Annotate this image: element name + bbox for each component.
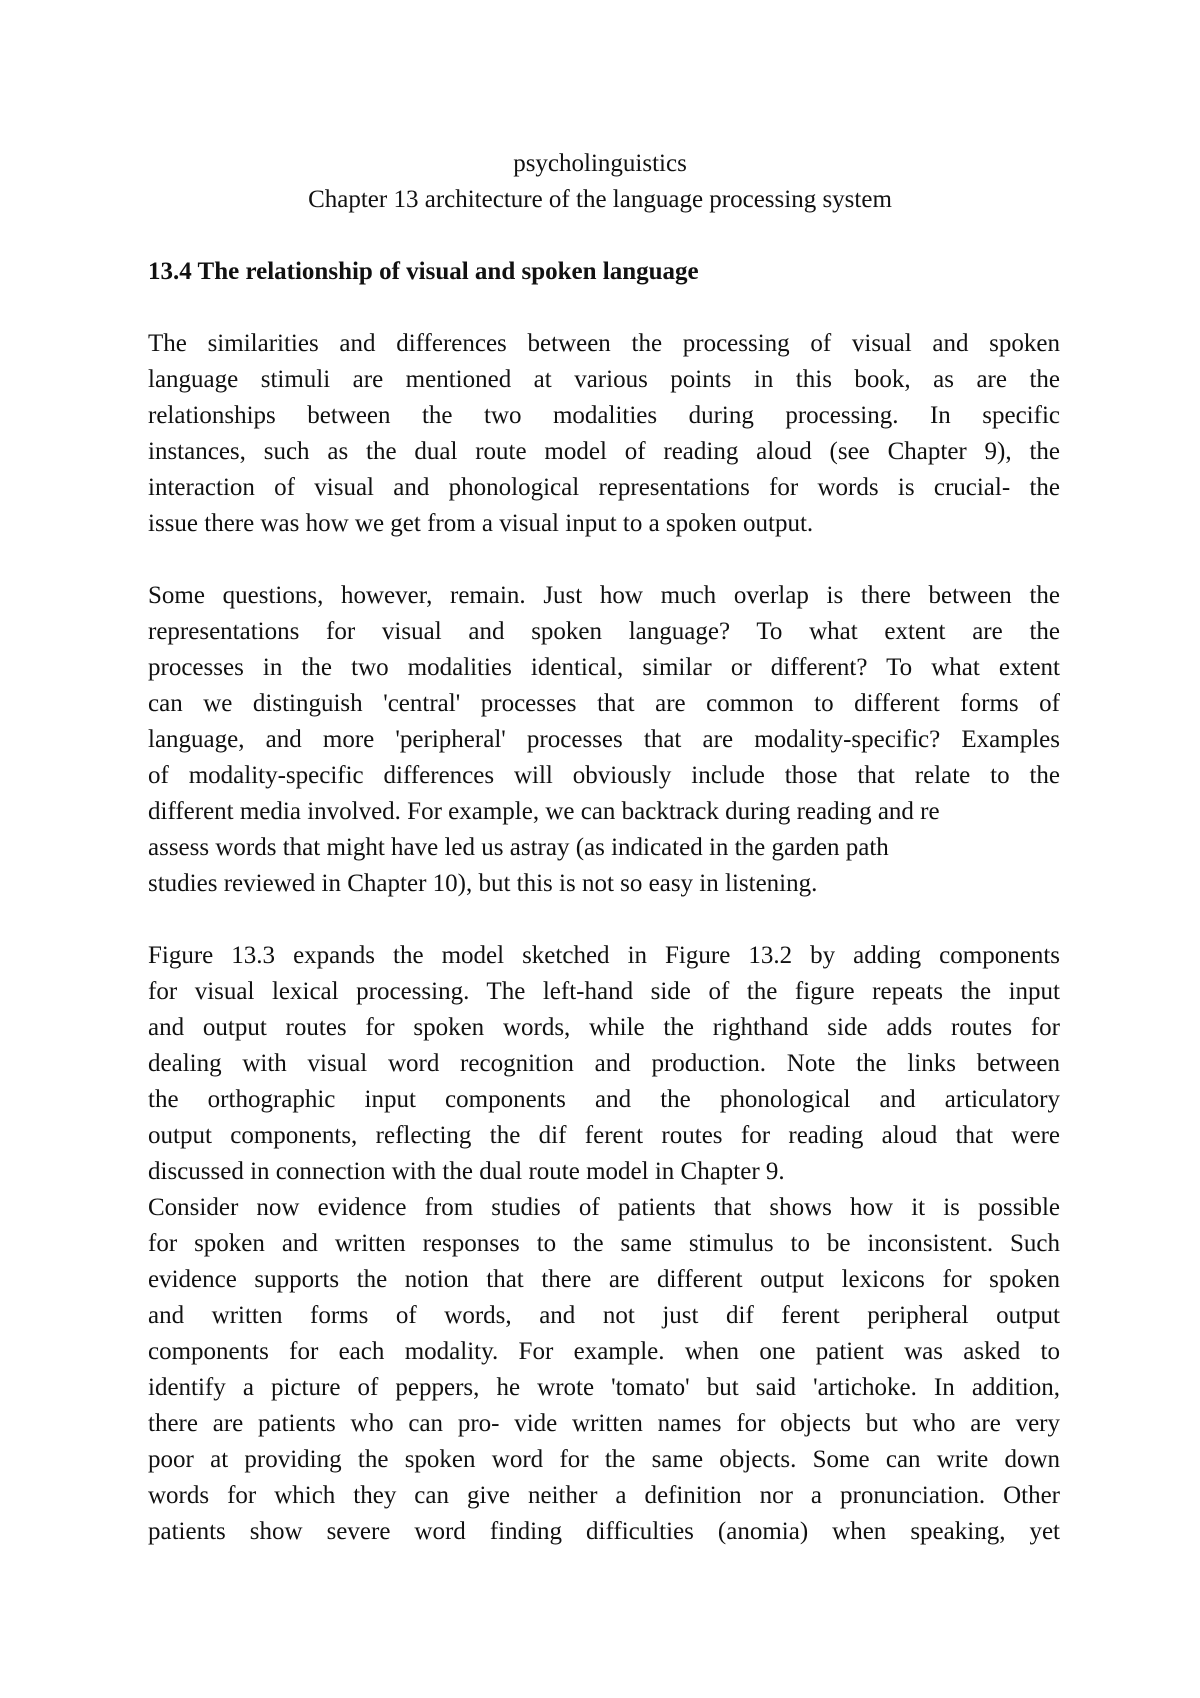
paragraph-line: output components, reflecting the dif ferent routes for reading aloud that were [148,1122,1060,1149]
section-heading: 13.4 The relationship of visual and spoken language [148,258,699,285]
paragraph-line: representations for visual and spoken language? To what extent are the [148,618,1060,645]
paragraph-line: interaction of visual and phonological representations for words is crucial- the [148,474,1060,501]
paragraph-3 [148,938,1060,1550]
paragraph-line: Figure 13.3 expands the model sketched in Figure 13.2 by adding components [148,942,1060,969]
paragraph-line: discussed in connection with the dual route model in Chapter 9. [148,1158,785,1185]
paragraph-line: The similarities and differences between the processing of visual and spoken [148,330,1060,357]
paragraph-line: patients show severe word finding difficulties (anomia) when speaking, yet [148,1518,1060,1545]
paragraph-line: studies reviewed in Chapter 10), but this is not so easy in listening. [148,870,818,897]
paragraph-line: and output routes for spoken words, while the righthand side adds routes for [148,1014,1060,1041]
paragraph-2 [148,578,1060,902]
paragraph-line: poor at providing the spoken word for the same objects. Some can write down [148,1446,1060,1473]
paragraph-line: for visual lexical processing. The left-hand side of the figure repeats the input [148,978,1060,1005]
paragraph-line: of modality-specific differences will obviously include those that relate to the [148,762,1060,789]
paragraph-line: and written forms of words, and not just dif ferent peripheral output [148,1302,1060,1329]
paragraph-line: evidence supports the notion that there are different output lexicons for spoken [148,1266,1060,1293]
paragraph-line: components for each modality. For example. when one patient was asked to [148,1338,1060,1365]
paragraph-line: for spoken and written responses to the same stimulus to be inconsistent. Such [148,1230,1060,1257]
paragraph-line: the orthographic input components and the phonological and articulatory [148,1086,1060,1113]
paragraph-line: language, and more 'peripheral' processes that are modality-specific? Examples [148,726,1060,753]
paragraph-line: Some questions, however, remain. Just how much overlap is there between the [148,582,1060,609]
paragraph-line: there are patients who can pro- vide written names for objects but who are very [148,1410,1060,1437]
course-title: psycholinguistics [513,150,687,177]
paragraph-line: processes in the two modalities identical, similar or different? To what extent [148,654,1060,681]
paragraph-line: identify a picture of peppers, he wrote 'tomato' but said 'artichoke. In addition, [148,1374,1060,1401]
paragraph-line: can we distinguish 'central' processes that are common to different forms of [148,690,1060,717]
chapter-title: Chapter 13 architecture of the language processing system [308,186,892,213]
paragraph-line: relationships between the two modalities during processing. In specific [148,402,1060,429]
paragraph-line: issue there was how we get from a visual input to a spoken output. [148,510,814,537]
paragraph-line: instances, such as the dual route model of reading aloud (see Chapter 9), the [148,438,1060,465]
paragraph-line: language stimuli are mentioned at various points in this book, as are the [148,366,1060,393]
paragraph-line: Consider now evidence from studies of patients that shows how it is possible [148,1194,1060,1221]
paragraph-1 [148,326,1060,542]
paragraph-line: words for which they can give neither a definition nor a pronunciation. Other [148,1482,1060,1509]
paragraph-line: different media involved. For example, we can backtrack during reading and re [148,798,940,825]
paragraph-line: assess words that might have led us astray (as indicated in the garden path [148,834,889,861]
paragraph-line: dealing with visual word recognition and production. Note the links between [148,1050,1060,1077]
